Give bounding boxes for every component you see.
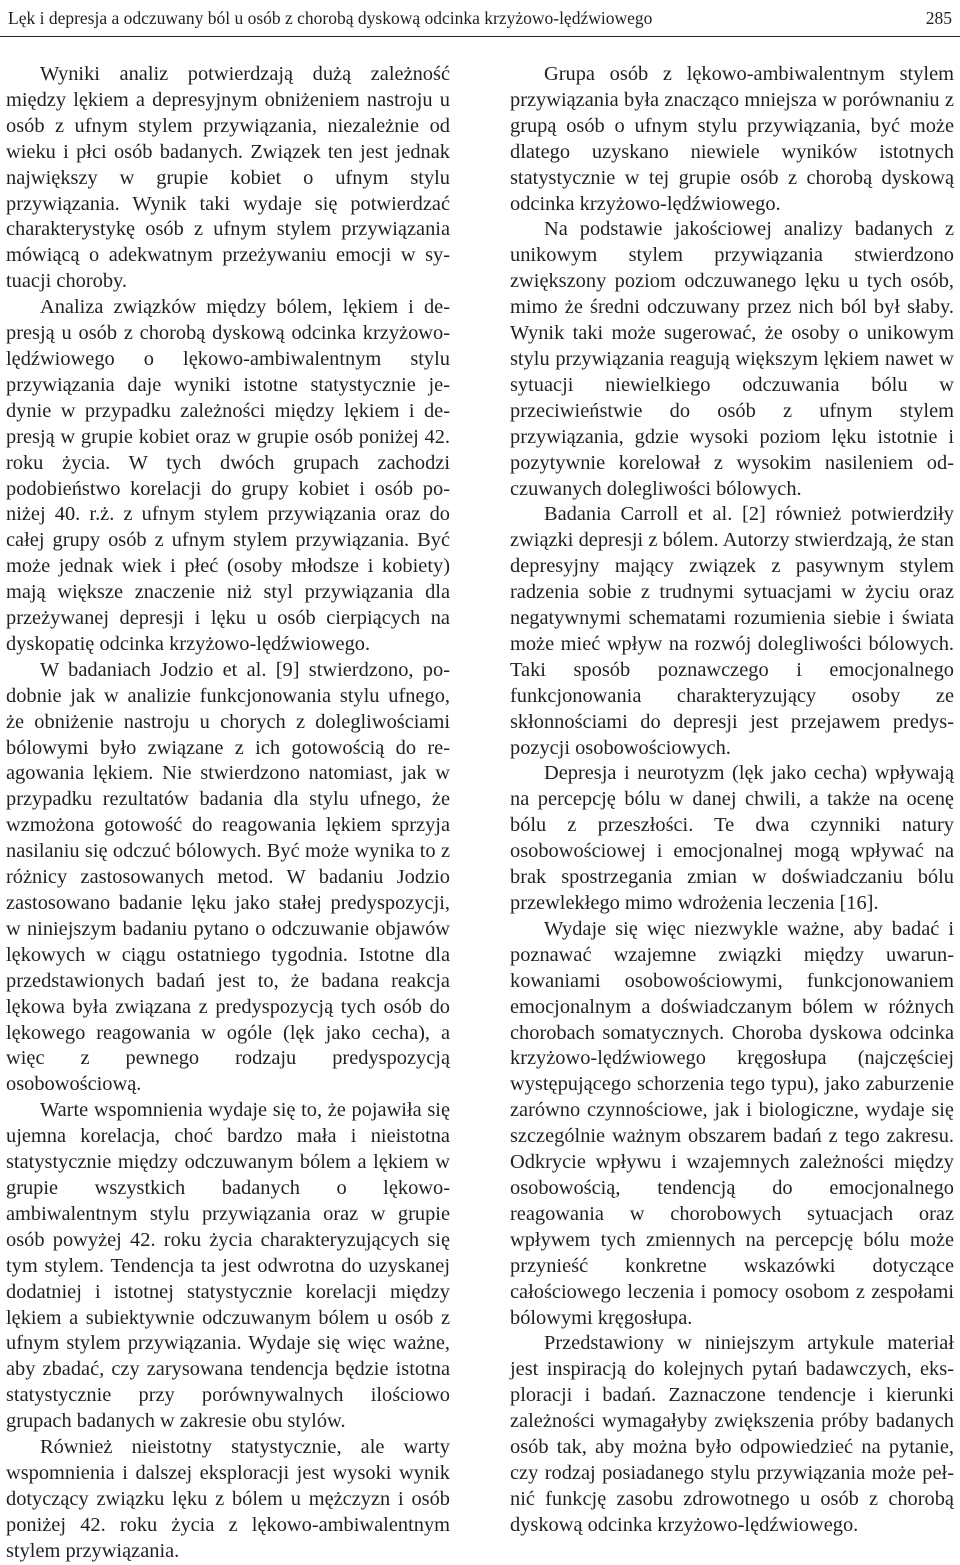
paragraph: Wydaje się więc niezwykle ważne, aby badać i poznawać wzajemne związki między uwarunkowaniami osobowościowymi, funkcjonowaniem emocjonalnym a doświadczanym bólem w różnych chorobach somatycznych. Choroba dyskowa odcinka krzyżowo-lędźwiowego kręgosłupa (najczęściej występującego schorzenia tego typu), jako zaburzenie zarówno czynnościowe, jak i biologiczne, wydaje się szczególnie ważnym obszarem badań z tego zakresu. Odkrycie wpływu i wzajemnych zależności między osobowością, tendencją do emocjonalnego reagowania w chorobowych sytuacjach oraz wpływem tych zmiennych na percepcję bólu może przynieść konkretne wskazówki dotyczące całościowego leczenia i pomocy osobom z zespołami bólowymi kręgosłupa. bbox=[510, 917, 954, 1329]
paragraph: Również nieistotny statystycznie, ale warty wspomnienia i dalszej eksploracji jest wysoki wynik dotyczący związku lęku z bólem u mężczyzn i osób poniżej 42. roku życia z lękowo-ambiwalentnym stylem przywiązania. bbox=[6, 1436, 450, 1562]
paragraph: Badania Carroll et al. [2] również potwierdziły związki depresji z bólem. Autorzy stwierdzają, że stan depresyjny mający związek z pasywnym stylem radzenia sobie z trudnymi sytuacjami w życiu oraz negatywnymi schematami rozumienia siebie i świata może mieć wpływ na rozwój dolegliwości bólowych. Taki sposób poznawczego i emocjonalnego funkcjonowania charakteryzujący osoby ze skłonnościami do depresji jest przejawem predyspozycji osobowościowych. bbox=[510, 503, 954, 759]
paragraph: Depresja i neurotyzm (lęk jako cecha) wpływają na percepcję bólu w danej chwili, a także na ocenę bólu z przeszłości. Te dwa czynniki natury osobowościowej i emocjonalnej mogą wpływać na brak spostrzegania zmian w doświadczaniu bólu przewlekłego mimo wdrożenia leczenia [16]. bbox=[510, 762, 954, 914]
right-column bbox=[510, 62, 954, 1539]
running-header bbox=[8, 4, 952, 32]
running-title: Lęk i depresja a odczuwany ból u osób z chorobą dyskową odcinka krzyżowo-lędźwiowego bbox=[8, 8, 653, 28]
paragraph: Wyniki analiz potwierdzają dużą zależność między lękiem a depresyjnym obniżeniem nastroju u osób z ufnym stylem przywiązania, niezależnie od wieku i płci osób badanych. Związek ten jest jednak największy w grupie kobiet o ufnym stylu przywiązania. Wynik taki wydaje się potwierdzać charakterystykę osób z ufnym stylem przywiązania mówiącą o adekwatnym przeżywaniu emocji w sytuacji choroby. bbox=[6, 63, 450, 293]
left-column bbox=[6, 62, 450, 1565]
paragraph: Przedstawiony w niniejszym artykule materiał jest inspiracją do kolejnych pytań badawczych, eksploracji i badań. Zaznaczone tendencje i kierunki zależności wymagałyby zwiększenia próby badanych osób tak, aby można było odpowiedzieć na pytanie, czy rodzaj posiadanego stylu przywiązania może pełnić funkcję zasobu zdrowotnego u osób z chorobą dyskową odcinka krzyżowo-lędźwiowego. bbox=[510, 1332, 954, 1536]
paragraph: Na podstawie jakościowej analizy badanych z unikowym stylem przywiązania stwierdzono zwiększony poziom odczuwanego lęku u tych osób, mimo że średni odczuwany przez nich ból był słaby. Wynik taki może sugerować, że osoby o unikowym stylu przywiązania reagują większym lękiem nawet w sytuacji niewielkiego odczuwania bólu w przeciwieństwie do osób z ufnym stylem przywiązania, gdzie wysoki poziom lęku istotnie i pozytywnie korelował z wysokim nasileniem odczuwanych dolegliwości bólowych. bbox=[510, 218, 954, 500]
paragraph: Grupa osób z lękowo-ambiwalentnym stylem przywiązania była znacząco mniejsza w porównaniu z grupą osób o ufnym stylu przywiązania, być może dlatego uzyskano niewiele wyników istotnych statystycznie w tej grupie osób z chorobą dyskową odcinka krzyżowo-lędźwiowego. bbox=[510, 63, 954, 215]
header-rule bbox=[0, 36, 960, 37]
page-number: 285 bbox=[925, 8, 952, 28]
paragraph: Warte wspomnienia wydaje się to, że pojawiła się ujemna korelacja, choć bardzo mała i nieistotna statystycznie między odczuwanym bólem a lękiem w grupie wszystkich badanych o lękowo-ambiwalentnym stylu przywiązania oraz w grupie osób powyżej 42. roku życia charakteryzujących się tym stylem. Tendencja ta jest odwrotna do uzyskanej dodatniej i istotnej statystycznie korelacji między lękiem a subiektywnie odczuwanym bólem u osób z ufnym stylem przywiązania. Wydaje się więc ważne, aby zbadać, czy zarysowana tendencja będzie istotna statystycznie przy porównywalnych ilościowo grupach badanych w zakresie obu stylów. bbox=[6, 1099, 450, 1433]
paragraph: Analiza związków między bólem, lękiem i depresją u osób z chorobą dyskową odcinka krzyżowo-lędźwiowego o lękowo-ambiwalentnym stylu przywiązania daje wyniki istotne statystycznie jedynie w przypadku zależności między lękiem i depresją w grupie kobiet oraz w grupie osób poniżej 42. roku życia. W tych dwóch grupach zachodzi podobieństwo korelacji do grupy kobiet i osób poniżej 40. r.ż. z ufnym stylem przywiązania oraz do całej grupy osób z ufnym stylem przywiązania. Być może jednak wiek i płeć (osoby młodsze i kobiety) mają większe znaczenie niż styl przywiązania dla przeżywanej depresji i lęku u osób cierpiących na dyskopatię odcinka krzyżowo-lędźwiowego. bbox=[6, 296, 450, 655]
paragraph: W badaniach Jodzio et al. [9] stwierdzono, podobnie jak w analizie funkcjonowania stylu ufnego, że obniżenie nastroju u chorych z dolegliwościami bólowymi było związane z ich gotowością do reagowania lękiem. Nie stwierdzono natomiast, jak w przypadku rezultatów badania dla stylu ufnego, że wzmożona gotowość do reagowania lękiem sprzyja nasilaniu się odczuć bólowych. Być może wynika to z różnicy zastosowanych metod. W badaniu Jodzio zastosowano badanie lęku jako stałej predyspozycji, w niniejszym badaniu pytano o odczuwanie objawów lękowych w ciągu ostatniego tygodnia. Istotne dla przedstawionych badań jest to, że badana reakcja lękowa była związana z predyspozycją tych osób do lękowego reagowania w ogóle (lęk jako cecha), a więc z pewnego rodzaju predyspozycją osobowościową. bbox=[6, 658, 450, 1096]
